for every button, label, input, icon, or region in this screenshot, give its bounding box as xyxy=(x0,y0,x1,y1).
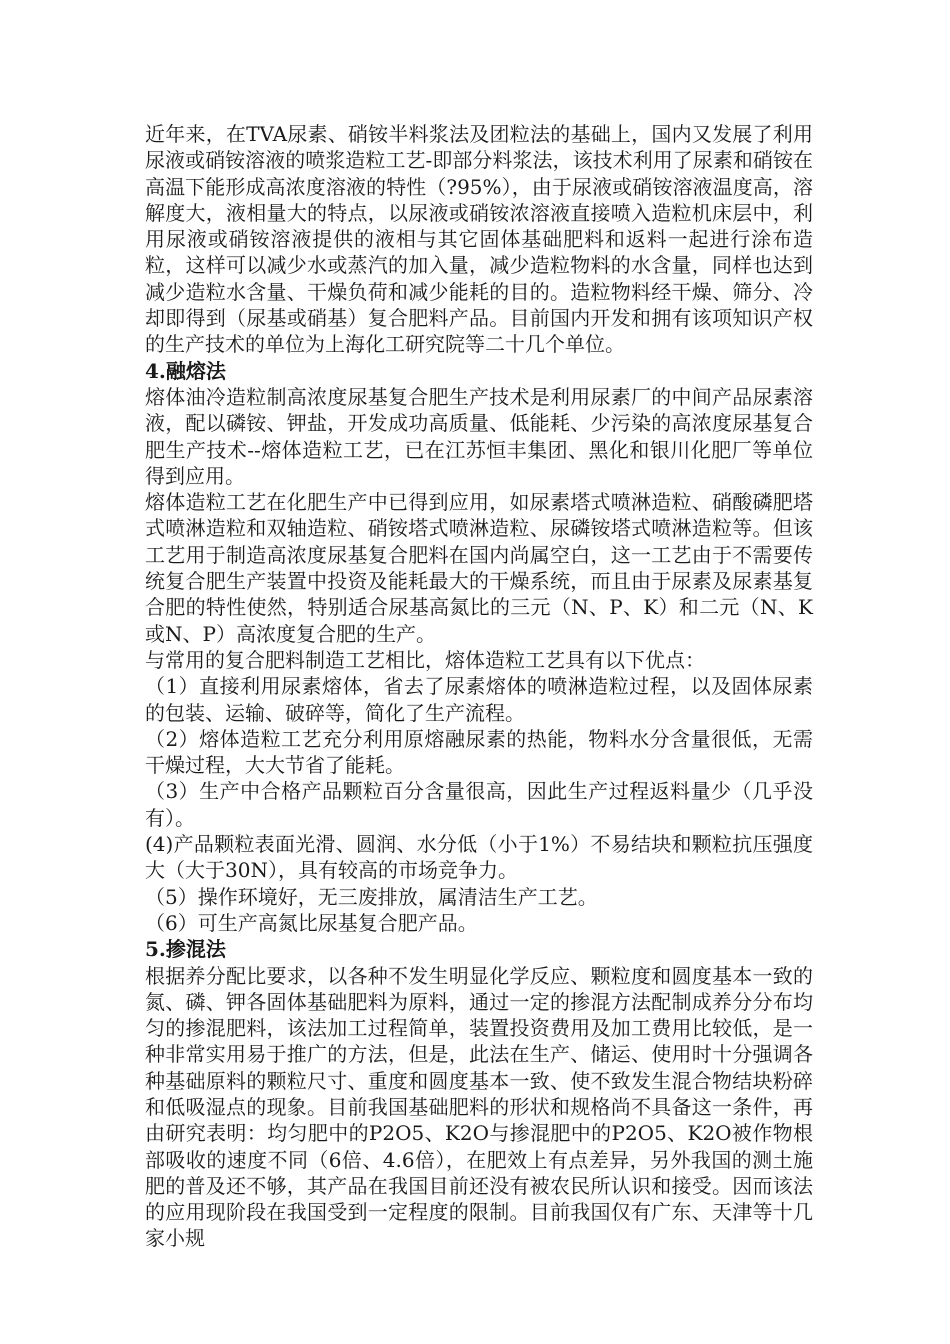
section-5-heading: 5.掺混法 xyxy=(145,937,226,962)
advantage-item-4: (4)产品颗粒表面光滑、圆润、水分低（小于1%）不易结块和颗粒抗压强度大（大于30N），具有较高的市场竞争力。 xyxy=(145,832,813,883)
advantage-item-2: （2）熔体造粒工艺充分利用原熔融尿素的热能，物料水分含量很低，无需干燥过程，大大节省了能耗。 xyxy=(145,726,813,778)
section-5-paragraph-1: 根据养分配比要求，以各种不发生明显化学反应、颗粒度和圆度基本一致的氮、磷、钾各固体基础肥料为原料，通过一定的掺混方法配制成养分分布均匀的掺混肥料，该法加工过程简单，装置投资费用及加工费用比较低，是一种非常实用易于推广的方法，但是，此法在生产、储运、使用时十分强调各种基础原料的颗粒尺寸、重度和圆度基本一致、使不致发生混合物结块粉碎和低吸湿点的现象。目前我国基础肥料的形状和规格尚不具备这一条件，再由研究表明：均匀肥中的P2O5、K2O与掺混肥中的P2O5、K2O被作物根部吸收的速度不同（6倍、4.6倍），在肥效上有点差异，另外我国的测土施肥的普及还不够，其产品在我国目前还没有被农民所认识和接受。因而该法的应用现阶段在我国受到一定程度的限制。目前我国仅有广东、天津等十几家小规 xyxy=(145,963,813,1251)
intro-paragraph: 近年来，在TVA尿素、硝铵半料浆法及团粒法的基础上，国内又发展了利用尿液或硝铵溶液的喷浆造粒工艺-即部分料浆法，该技术利用了尿素和硝铵在高温下能形成高浓度溶液的特性（?95%），由于尿液或硝铵溶液温度高，溶解度大，液相量大的特点，以尿液或硝铵浓溶液直接喷入造粒机床层中，利用尿液或硝铵溶液提供的液相与其它固体基础肥料和返料一起进行涂布造粒，这样可以减少水或蒸汽的加入量，减少造粒物料的水含量，同样也达到减少造粒水含量、干燥负荷和减少能耗的目的。造粒物料经干燥、筛分、冷却即得到（尿基或硝基）复合肥料产品。目前国内开发和拥有该项知识产权的生产技术的单位为上海化工研究院等二十几个单位。 xyxy=(145,122,813,357)
document-page xyxy=(145,121,813,1252)
section-4-paragraph-2: 熔体造粒工艺在化肥生产中已得到应用，如尿素塔式喷淋造粒、硝酸磷肥塔式喷淋造粒和双轴造粒、硝铵塔式喷淋造粒、尿磷铵塔式喷淋造粒等。但该工艺用于制造高浓度尿基复合肥料在国内尚属空白，这一工艺由于不需要传统复合肥生产装置中投资及能耗最大的干燥系统，而且由于尿素及尿素基复合肥的特性使然，特别适合尿基高氮比的三元（N、P、K）和二元（N、K或N、P）高浓度复合肥的生产。 xyxy=(145,490,813,646)
section-4-heading: 4.融熔法 xyxy=(145,358,226,383)
section-4-paragraph-1: 熔体油冷造粒制高浓度尿基复合肥生产技术是利用尿素厂的中间产品尿素溶液，配以磷铵、钾盐，开发成功高质量、低能耗、少污染的高浓度尿基复合肥生产技术--熔体造粒工艺，已在江苏恒丰集团、黑化和银川化肥厂等单位得到应用。 xyxy=(145,384,813,488)
advantage-item-5: （5）操作环境好，无三废排放，属清洁生产工艺。 xyxy=(145,884,598,909)
section-4-paragraph-3: 与常用的复合肥料制造工艺相比，熔体造粒工艺具有以下优点： xyxy=(145,647,705,672)
advantage-item-3: （3）生产中合格产品颗粒百分含量很高，因此生产过程返料量少（几乎没有）。 xyxy=(145,779,813,830)
advantage-item-6: （6）可生产高氮比尿基复合肥产品。 xyxy=(145,910,478,935)
advantage-item-1: （1）直接利用尿素熔体，省去了尿素熔体的喷淋造粒过程，以及固体尿素的包装、运输、破碎等，简化了生产流程。 xyxy=(145,674,813,725)
